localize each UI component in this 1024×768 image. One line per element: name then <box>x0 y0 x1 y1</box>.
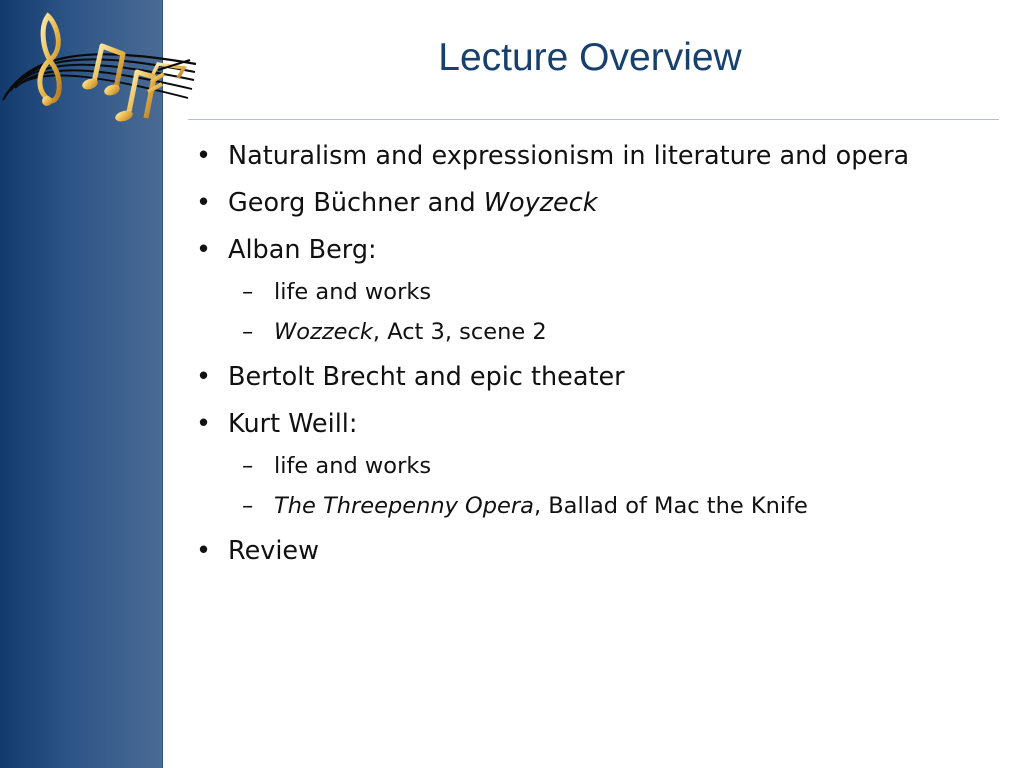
bullet-icon: • <box>196 362 212 392</box>
bullet-item <box>190 231 950 269</box>
bullet-text: Review <box>228 536 319 566</box>
dash-icon: – <box>242 279 254 305</box>
sub-bullet-text: life and works <box>274 279 432 305</box>
sub-bullet-text: life and works <box>274 453 432 479</box>
music-notes-icon <box>0 0 200 130</box>
dash-icon: – <box>242 493 254 519</box>
bullet-list <box>190 137 950 579</box>
sub-bullet-text: , Ballad of Mac the Knife <box>533 493 808 519</box>
sub-bullet-title: Wozzeck <box>274 319 373 345</box>
sub-bullet-item <box>190 315 950 349</box>
bullet-item <box>190 532 950 570</box>
dash-icon: – <box>242 319 254 345</box>
slide-title: Lecture Overview <box>438 36 742 79</box>
sub-bullet-title: The Threepenny Opera <box>274 493 534 519</box>
bullet-text: Alban Berg: <box>228 235 377 265</box>
bullet-item <box>190 358 950 396</box>
bullet-text: Naturalism and expressionism in literature and opera <box>228 141 910 171</box>
bullet-text: Bertolt Brecht and epic theater <box>228 362 625 392</box>
bullet-icon: • <box>196 188 212 218</box>
sub-bullet-item <box>190 275 950 309</box>
bullet-item <box>190 405 950 443</box>
bullet-icon: • <box>196 141 212 171</box>
bullet-item <box>190 137 950 175</box>
bullet-title: Woyzeck <box>483 188 598 218</box>
bullet-icon: • <box>196 409 212 439</box>
sub-bullet-item <box>190 489 950 523</box>
bullet-icon: • <box>196 235 212 265</box>
bullet-text: Georg Büchner and <box>228 188 484 218</box>
sub-bullet-text: , Act 3, scene 2 <box>372 319 547 345</box>
bullet-text: Kurt Weill: <box>228 409 358 439</box>
dash-icon: – <box>242 453 254 479</box>
bullet-icon: • <box>196 536 212 566</box>
sub-bullet-item <box>190 449 950 483</box>
title-divider <box>188 119 999 120</box>
bullet-item <box>190 184 950 222</box>
